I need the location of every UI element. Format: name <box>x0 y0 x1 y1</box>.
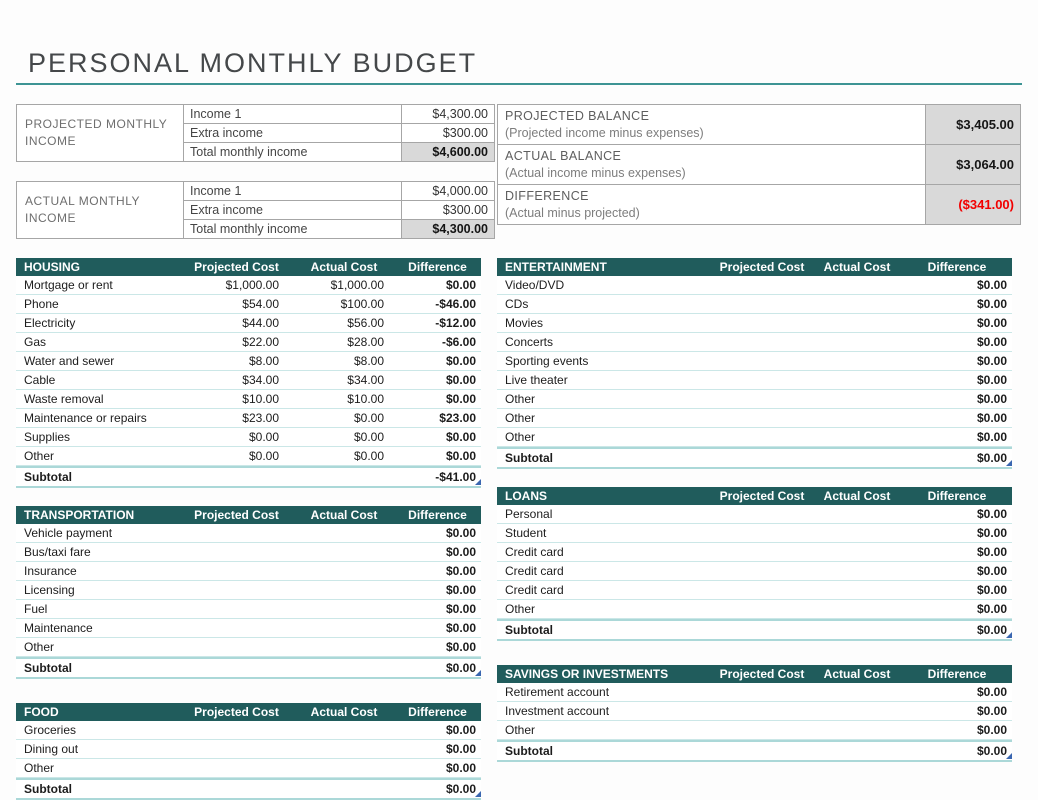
subtotal-difference-cell[interactable]: $0.00 <box>897 621 1012 639</box>
table-title: ENTERTAINMENT <box>505 260 607 274</box>
table-row <box>497 524 1012 543</box>
difference-cell[interactable]: -$6.00 <box>441 335 476 349</box>
actual-cost-cell[interactable] <box>284 543 389 561</box>
category-cell[interactable]: Insurance <box>24 564 77 578</box>
projected-cost-cell[interactable]: $22.00 <box>242 335 279 349</box>
table-header-row <box>497 665 1012 683</box>
difference-cell[interactable]: $0.00 <box>445 564 476 578</box>
actual-cost-cell[interactable] <box>284 721 389 739</box>
projected-cost-cell[interactable] <box>697 562 802 580</box>
subtotal-row <box>497 447 1012 467</box>
summary-title: PROJECTED BALANCE <box>505 108 650 123</box>
difference-cell[interactable]: $0.00 <box>976 526 1007 540</box>
actual-cost-cell[interactable] <box>284 619 389 637</box>
category-cell[interactable]: CDs <box>505 297 529 311</box>
difference-cell[interactable]: $0.00 <box>976 723 1007 737</box>
table-header-row <box>16 506 481 524</box>
difference-cell[interactable]: $0.00 <box>976 354 1007 368</box>
projected-cost-cell[interactable] <box>697 505 802 523</box>
col-header-projected-cost: Projected Cost <box>719 667 805 681</box>
category-cell[interactable]: Dining out <box>24 742 79 756</box>
difference-cell[interactable]: $0.00 <box>445 602 476 616</box>
projected-cost-cell[interactable] <box>697 333 802 351</box>
actual-balance-label <box>498 145 926 185</box>
actual-balance-value[interactable]: $3,064.00 <box>926 145 1021 185</box>
table-row <box>16 524 481 543</box>
table-row <box>497 505 1012 524</box>
category-cell[interactable]: Other <box>24 640 55 654</box>
table-row <box>16 638 481 657</box>
difference-cell[interactable]: $0.00 <box>445 373 476 387</box>
projected-cost-cell[interactable] <box>164 600 284 618</box>
subtotal-actual-cell[interactable] <box>284 659 389 677</box>
category-cell[interactable]: Maintenance or repairs <box>24 411 147 425</box>
category-cell[interactable]: Other <box>24 449 55 463</box>
actual-cost-cell[interactable]: $100.00 <box>340 297 384 311</box>
difference-cell[interactable]: $0.00 <box>445 640 476 654</box>
table-row <box>16 276 481 295</box>
difference-cell[interactable]: $0.00 <box>976 316 1007 330</box>
subtotal-actual-cell[interactable] <box>802 742 897 760</box>
actual-income-label: ACTUAL MONTHLY INCOME <box>17 182 184 239</box>
difference-cell[interactable]: $0.00 <box>445 545 476 559</box>
subtotal-row <box>16 778 481 798</box>
difference-cell[interactable]: $0.00 <box>445 723 476 737</box>
actual-cost-cell[interactable]: $56.00 <box>347 316 384 330</box>
category-cell[interactable]: Movies <box>505 316 544 330</box>
summary-title: DIFFERENCE <box>505 188 589 203</box>
actual-cost-cell[interactable] <box>802 390 897 408</box>
table-row <box>16 543 481 562</box>
projected-cost-cell[interactable] <box>697 683 802 701</box>
category-cell[interactable]: Other <box>24 761 55 775</box>
col-header-projected-cost: Projected Cost <box>719 260 805 274</box>
income-total-value-cell[interactable]: $4,300.00 <box>402 220 495 239</box>
table-title: FOOD <box>24 705 59 719</box>
difference-cell[interactable]: $0.00 <box>445 392 476 406</box>
subtotal-difference-cell[interactable]: $0.00 <box>897 449 1012 467</box>
projected-cost-cell[interactable] <box>164 721 284 739</box>
col-header-actual-cost: Actual Cost <box>310 260 378 274</box>
difference-cell[interactable]: $0.00 <box>976 583 1007 597</box>
category-cell[interactable]: Gas <box>24 335 47 349</box>
projected-cost-cell[interactable] <box>164 638 284 656</box>
difference-cell[interactable]: $0.00 <box>445 449 476 463</box>
table-row <box>16 447 481 466</box>
projected-cost-cell[interactable] <box>697 295 802 313</box>
difference-cell[interactable]: $0.00 <box>976 335 1007 349</box>
subtotal-actual-cell[interactable] <box>802 449 897 467</box>
actual-cost-cell[interactable] <box>802 371 897 389</box>
difference-cell[interactable]: $0.00 <box>445 354 476 368</box>
actual-cost-cell[interactable] <box>802 276 897 294</box>
actual-cost-cell[interactable]: $34.00 <box>347 373 384 387</box>
col-header-difference: Difference <box>927 489 987 503</box>
category-cell[interactable]: Other <box>505 602 536 616</box>
subtotal-label-cell[interactable]: Subtotal <box>24 661 72 675</box>
projected-cost-cell[interactable] <box>697 524 802 542</box>
table-title: HOUSING <box>24 260 81 274</box>
difference-cell[interactable]: $0.00 <box>976 392 1007 406</box>
col-header-difference: Difference <box>927 260 987 274</box>
table-row <box>16 740 481 759</box>
category-cell[interactable]: Credit card <box>505 583 564 597</box>
category-cell[interactable]: Mortgage or rent <box>24 278 113 292</box>
actual-cost-cell[interactable] <box>802 505 897 523</box>
actual-cost-cell[interactable] <box>802 683 897 701</box>
projected-cost-cell[interactable] <box>697 581 802 599</box>
actual-cost-cell[interactable] <box>802 600 897 618</box>
col-header-actual-cost: Actual Cost <box>823 489 891 503</box>
projected-cost-cell[interactable]: $23.00 <box>242 411 279 425</box>
subtotal-projected-cell[interactable] <box>697 449 802 467</box>
projected-cost-cell[interactable] <box>164 619 284 637</box>
summary-row <box>498 185 1021 225</box>
table-row <box>497 428 1012 447</box>
category-cell[interactable]: Supplies <box>24 430 71 444</box>
table-row <box>16 759 481 778</box>
difference-cell[interactable]: $0.00 <box>976 278 1007 292</box>
income-total-label-cell[interactable]: Total monthly income <box>184 220 402 239</box>
table-title: SAVINGS OR INVESTMENTS <box>505 667 669 681</box>
projected-cost-cell[interactable] <box>697 390 802 408</box>
table-header-row <box>497 258 1012 276</box>
fill-handle-icon <box>1006 632 1012 638</box>
actual-cost-cell[interactable] <box>802 581 897 599</box>
col-header-projected-cost: Projected Cost <box>194 705 279 719</box>
actual-income-table <box>16 181 495 239</box>
projected-cost-cell[interactable] <box>697 428 802 446</box>
difference-cell[interactable]: $0.00 <box>976 411 1007 425</box>
projected-cost-cell[interactable]: $44.00 <box>242 316 279 330</box>
difference-cell[interactable]: -$46.00 <box>435 297 476 311</box>
projected-cost-cell[interactable]: $8.00 <box>248 354 279 368</box>
actual-cost-cell[interactable] <box>802 314 897 332</box>
category-cell[interactable]: Bus/taxi fare <box>24 545 91 559</box>
projected-cost-cell[interactable] <box>697 371 802 389</box>
difference-cell[interactable]: $0.00 <box>976 507 1007 521</box>
table-row <box>16 314 481 333</box>
difference-cell[interactable]: $0.00 <box>445 430 476 444</box>
difference-cell[interactable]: $0.00 <box>445 583 476 597</box>
col-header-projected-cost: Projected Cost <box>719 489 805 503</box>
actual-cost-cell[interactable] <box>802 721 897 739</box>
difference-cell[interactable]: $0.00 <box>976 602 1007 616</box>
projected-cost-cell[interactable] <box>164 740 284 758</box>
subtotal-difference-cell[interactable]: $0.00 <box>389 659 481 677</box>
summary-row <box>498 145 1021 185</box>
fill-handle-icon <box>475 479 481 485</box>
table-title: TRANSPORTATION <box>24 508 135 522</box>
subtotal-label-cell[interactable]: Subtotal <box>505 623 553 637</box>
fill-handle-icon <box>475 670 481 676</box>
subtotal-projected-cell[interactable] <box>697 742 802 760</box>
table-header-row <box>497 487 1012 505</box>
projected-cost-cell[interactable] <box>697 314 802 332</box>
category-cell[interactable]: Electricity <box>24 316 76 330</box>
difference-cell[interactable]: $0.00 <box>976 564 1007 578</box>
actual-cost-cell[interactable] <box>284 562 389 580</box>
col-header-difference: Difference <box>927 667 987 681</box>
table-row <box>16 721 481 740</box>
page-title: PERSONAL MONTHLY BUDGET <box>28 48 478 78</box>
projected-cost-cell[interactable] <box>164 543 284 561</box>
table-row <box>497 276 1012 295</box>
difference-cell[interactable]: $0.00 <box>976 704 1007 718</box>
subtotal-projected-cell[interactable] <box>164 659 284 677</box>
table-row <box>497 352 1012 371</box>
difference-cell[interactable]: $0.00 <box>976 297 1007 311</box>
subtotal-difference-cell[interactable]: -$41.00 <box>389 468 481 486</box>
col-header-actual-cost: Actual Cost <box>823 260 891 274</box>
table-row <box>16 295 481 314</box>
category-cell[interactable]: Concerts <box>505 335 554 349</box>
projected-income-label: PROJECTED MONTHLY INCOME <box>17 105 184 162</box>
category-cell[interactable]: Student <box>505 526 547 540</box>
projected-cost-cell[interactable]: $54.00 <box>242 297 279 311</box>
subtotal-actual-cell[interactable] <box>802 621 897 639</box>
subtotal-row <box>16 466 481 486</box>
category-cell[interactable]: Credit card <box>505 545 564 559</box>
income-value-cell[interactable]: $300.00 <box>402 124 495 143</box>
table-row <box>497 702 1012 721</box>
category-cell[interactable]: Fuel <box>24 602 48 616</box>
income-item-cell[interactable]: Extra income <box>184 124 402 143</box>
category-cell[interactable]: Sporting events <box>505 354 589 368</box>
table-row <box>16 562 481 581</box>
projected-cost-cell[interactable] <box>697 600 802 618</box>
projected-balance-value[interactable]: $3,405.00 <box>926 105 1021 145</box>
table-header-row <box>16 703 481 721</box>
expense-table-transportation <box>16 506 481 679</box>
col-header-projected-cost: Projected Cost <box>194 508 279 522</box>
subtotal-row <box>497 619 1012 639</box>
table-row <box>16 581 481 600</box>
projected-cost-cell[interactable] <box>697 721 802 739</box>
category-cell[interactable]: Live theater <box>505 373 568 387</box>
income-total-value-cell[interactable]: $4,600.00 <box>402 143 495 162</box>
summary-subtitle: (Actual income minus expenses) <box>505 165 686 180</box>
table-row <box>16 619 481 638</box>
summary-subtitle: (Projected income minus expenses) <box>505 125 704 140</box>
projected-balance-label <box>498 105 926 145</box>
table-row <box>497 295 1012 314</box>
subtotal-label-cell[interactable]: Subtotal <box>505 744 553 758</box>
actual-cost-cell[interactable]: $0.00 <box>353 430 384 444</box>
actual-cost-cell[interactable] <box>802 702 897 720</box>
income-value-cell[interactable]: $4,000.00 <box>402 182 495 201</box>
subtotal-label-cell[interactable]: Subtotal <box>24 470 72 484</box>
projected-cost-cell[interactable] <box>164 759 284 777</box>
table-row <box>497 683 1012 702</box>
col-header-difference: Difference <box>408 705 467 719</box>
summary-title: ACTUAL BALANCE <box>505 148 622 163</box>
table-row <box>497 390 1012 409</box>
category-cell[interactable]: Licensing <box>24 583 75 597</box>
table-row <box>497 721 1012 740</box>
actual-cost-cell[interactable] <box>802 295 897 313</box>
col-header-actual-cost: Actual Cost <box>823 667 891 681</box>
projected-cost-cell[interactable] <box>697 352 802 370</box>
category-cell[interactable]: Video/DVD <box>505 278 565 292</box>
projected-cost-cell[interactable] <box>164 562 284 580</box>
projected-cost-cell[interactable]: $0.00 <box>248 449 279 463</box>
table-row <box>497 600 1012 619</box>
actual-cost-cell[interactable]: $1,000.00 <box>330 278 384 292</box>
projected-cost-cell[interactable]: $0.00 <box>248 430 279 444</box>
difference-cell[interactable]: $0.00 <box>445 621 476 635</box>
category-cell[interactable]: Phone <box>24 297 59 311</box>
projected-cost-cell[interactable]: $10.00 <box>242 392 279 406</box>
table-title: LOANS <box>505 489 547 503</box>
projected-income-table <box>16 104 495 162</box>
difference-cell[interactable]: $0.00 <box>976 685 1007 699</box>
projected-cost-cell[interactable] <box>697 702 802 720</box>
category-cell[interactable]: Waste removal <box>24 392 104 406</box>
table-row <box>497 581 1012 600</box>
table-row <box>497 333 1012 352</box>
difference-cell[interactable]: $0.00 <box>445 742 476 756</box>
left-tables-column <box>16 258 481 800</box>
subtotal-projected-cell[interactable] <box>164 468 284 486</box>
actual-cost-cell[interactable] <box>284 740 389 758</box>
category-cell[interactable]: Investment account <box>505 704 610 718</box>
income-item-cell[interactable]: Income 1 <box>184 182 402 201</box>
col-header-actual-cost: Actual Cost <box>310 705 378 719</box>
category-cell[interactable]: Personal <box>505 507 553 521</box>
actual-cost-cell[interactable] <box>284 600 389 618</box>
difference-cell[interactable]: $0.00 <box>445 761 476 775</box>
expense-table-entertainment <box>497 258 1012 469</box>
category-cell[interactable]: Water and sewer <box>24 354 115 368</box>
actual-cost-cell[interactable] <box>284 581 389 599</box>
summary-row <box>498 105 1021 145</box>
table-row <box>16 333 481 352</box>
col-header-difference: Difference <box>408 508 467 522</box>
subtotal-projected-cell[interactable] <box>697 621 802 639</box>
actual-cost-cell[interactable]: $10.00 <box>347 392 384 406</box>
projected-cost-cell[interactable] <box>697 543 802 561</box>
income-value-cell[interactable]: $4,300.00 <box>402 105 495 124</box>
category-cell[interactable]: Cable <box>24 373 56 387</box>
difference-cell[interactable]: -$12.00 <box>435 316 476 330</box>
category-cell[interactable]: Other <box>505 392 536 406</box>
income-value-cell[interactable]: $300.00 <box>402 201 495 220</box>
table-row <box>16 428 481 447</box>
subtotal-row <box>497 740 1012 760</box>
right-tables-column <box>497 258 1012 762</box>
subtotal-row <box>16 657 481 677</box>
projected-cost-cell[interactable] <box>697 276 802 294</box>
actual-cost-cell[interactable]: $0.00 <box>353 449 384 463</box>
fill-handle-icon <box>1006 460 1012 466</box>
subtotal-projected-cell[interactable] <box>164 780 284 798</box>
actual-cost-cell[interactable]: $0.00 <box>353 411 384 425</box>
actual-cost-cell[interactable] <box>802 543 897 561</box>
actual-cost-cell[interactable] <box>284 759 389 777</box>
projected-cost-cell[interactable] <box>164 524 284 542</box>
difference-cell[interactable]: $0.00 <box>976 545 1007 559</box>
difference-cell[interactable]: $0.00 <box>976 373 1007 387</box>
table-row <box>16 390 481 409</box>
expense-table-housing <box>16 258 481 488</box>
difference-label <box>498 185 926 225</box>
income-total-label-cell[interactable]: Total monthly income <box>184 143 402 162</box>
table-row <box>497 314 1012 333</box>
actual-cost-cell[interactable] <box>802 524 897 542</box>
table-row <box>16 600 481 619</box>
category-cell[interactable]: Vehicle payment <box>24 526 113 540</box>
actual-cost-cell[interactable]: $28.00 <box>347 335 384 349</box>
expense-table-food <box>16 703 481 800</box>
table-row <box>497 562 1012 581</box>
projected-cost-cell[interactable]: $34.00 <box>242 373 279 387</box>
difference-cell[interactable]: $0.00 <box>445 526 476 540</box>
actual-cost-cell[interactable] <box>802 333 897 351</box>
projected-cost-cell[interactable] <box>164 581 284 599</box>
category-cell[interactable]: Other <box>505 411 536 425</box>
subtotal-difference-cell[interactable]: $0.00 <box>897 742 1012 760</box>
table-row <box>497 371 1012 390</box>
category-cell[interactable]: Maintenance <box>24 621 93 635</box>
income-item-cell[interactable]: Income 1 <box>184 105 402 124</box>
table-row <box>497 409 1012 428</box>
col-header-actual-cost: Actual Cost <box>310 508 378 522</box>
actual-cost-cell[interactable] <box>284 638 389 656</box>
title-underline <box>16 83 1022 85</box>
category-cell[interactable]: Other <box>505 723 536 737</box>
table-row <box>16 352 481 371</box>
fill-handle-icon <box>1006 753 1012 759</box>
expense-table-savings-or-investments <box>497 665 1012 762</box>
actual-cost-cell[interactable] <box>802 409 897 427</box>
fill-handle-icon <box>475 791 481 797</box>
expense-table-loans <box>497 487 1012 641</box>
actual-cost-cell[interactable] <box>802 562 897 580</box>
difference-value[interactable]: ($341.00) <box>926 185 1021 225</box>
subtotal-label-cell[interactable]: Subtotal <box>505 451 553 465</box>
subtotal-actual-cell[interactable] <box>284 468 389 486</box>
actual-cost-cell[interactable] <box>802 428 897 446</box>
table-row <box>497 543 1012 562</box>
table-row <box>16 409 481 428</box>
col-header-projected-cost: Projected Cost <box>194 260 279 274</box>
subtotal-difference-cell[interactable]: $0.00 <box>389 780 481 798</box>
projected-cost-cell[interactable]: $1,000.00 <box>225 278 279 292</box>
category-cell[interactable]: Credit card <box>505 564 564 578</box>
actual-cost-cell[interactable]: $8.00 <box>353 354 384 368</box>
balance-summary-table <box>497 104 1021 225</box>
actual-cost-cell[interactable] <box>802 352 897 370</box>
table-header-row <box>16 258 481 276</box>
projected-cost-cell[interactable] <box>697 409 802 427</box>
subtotal-actual-cell[interactable] <box>284 780 389 798</box>
col-header-difference: Difference <box>408 260 467 274</box>
difference-cell[interactable]: $0.00 <box>976 430 1007 444</box>
category-cell[interactable]: Retirement account <box>505 685 610 699</box>
table-row <box>16 371 481 390</box>
income-item-cell[interactable]: Extra income <box>184 201 402 220</box>
subtotal-label-cell[interactable]: Subtotal <box>24 782 72 796</box>
difference-cell[interactable]: $0.00 <box>445 278 476 292</box>
category-cell[interactable]: Other <box>505 430 536 444</box>
actual-cost-cell[interactable] <box>284 524 389 542</box>
summary-subtitle: (Actual minus projected) <box>505 205 640 220</box>
difference-cell[interactable]: $23.00 <box>439 411 476 425</box>
category-cell[interactable]: Groceries <box>24 723 77 737</box>
